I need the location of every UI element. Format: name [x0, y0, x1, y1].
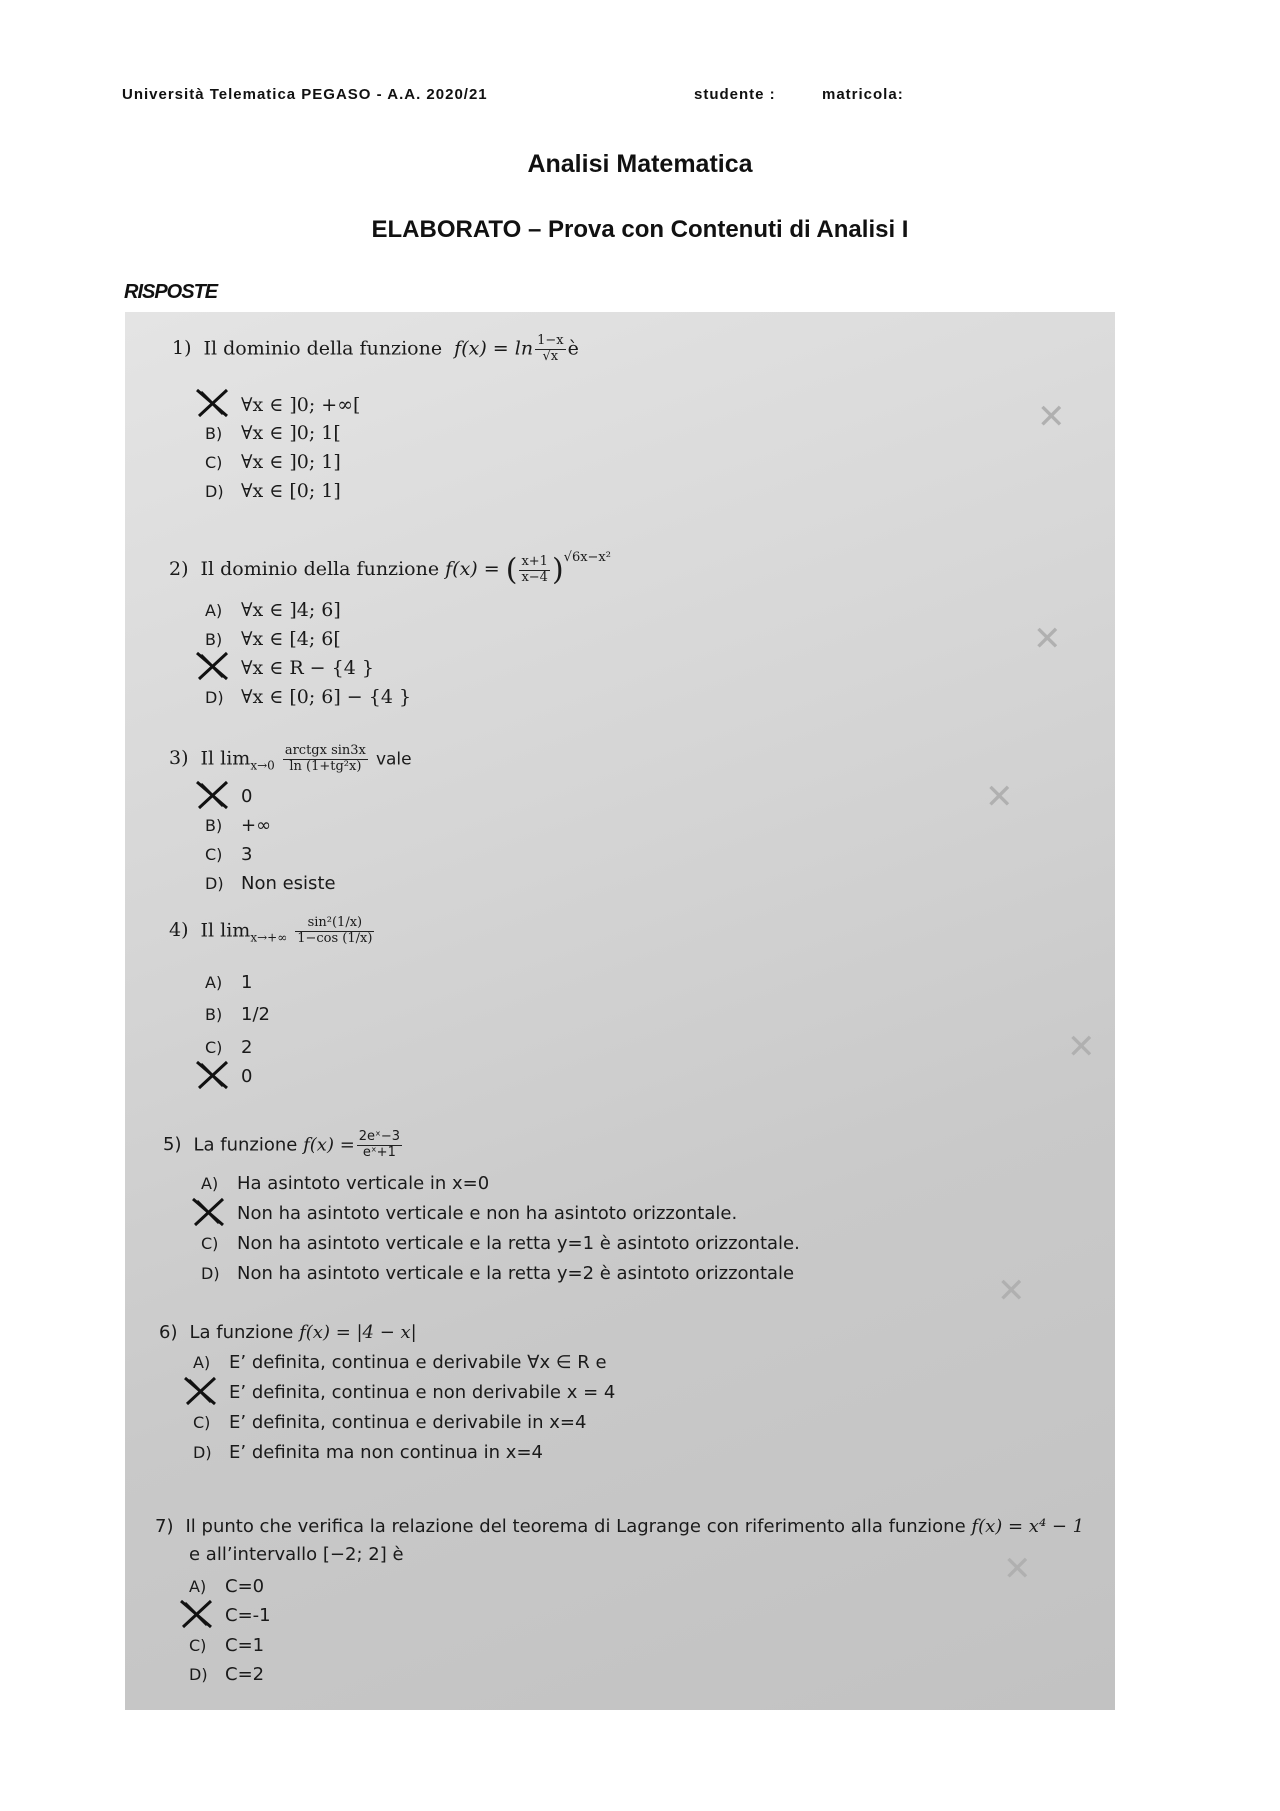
cross-mark-icon — [193, 1058, 233, 1092]
question-stem: 5) La funzione f(x) = $\frac{\text{2eˣ−3}}{\text{eˣ+1}}$ — [163, 1129, 400, 1160]
document-title-text: Analisi Matematica — [527, 150, 753, 178]
university-label: Università Telematica PEGASO - A.A. 2020/21 — [122, 86, 488, 103]
question-stem-line2: e all’intervallo [−2; 2] è — [189, 1544, 404, 1565]
option-d[interactable]: D) Non ha asintoto verticale e la retta y=2 è asintoto orizzontale — [201, 1263, 795, 1284]
document-title — [0, 150, 1280, 179]
option-a[interactable]: A) C=0 — [189, 1576, 265, 1597]
option-c[interactable]: ∀x ∈ R − {4 } — [205, 657, 374, 679]
section-label: RISPOSTE — [124, 281, 218, 303]
fraction: $\frac{\text{arctgx sin3x}}{\text{ln (1+tg²x)}}$ — [284, 743, 366, 774]
document-header — [122, 86, 1162, 110]
cross-mark-icon — [189, 1195, 229, 1229]
ghost-mark-icon: ✕ — [1033, 619, 1062, 659]
fraction: $\frac{\text{2eˣ−3}}{\text{eˣ+1}}$ — [358, 1129, 400, 1160]
option-c[interactable]: C) E’ definita, continua e derivabile in x=4 — [193, 1412, 587, 1433]
option-b[interactable]: E’ definita, continua e non derivabile x = 4 — [193, 1382, 615, 1403]
option-b[interactable]: Non ha asintoto verticale e non ha asintoto orizzontale. — [201, 1203, 737, 1224]
cross-mark-icon — [177, 1597, 217, 1631]
option-b[interactable]: C=-1 — [189, 1605, 271, 1626]
question-stem: 3) Il $\lim_{x\to 0}$ $\frac{\text{arctgx sin3x}}{\text{ln (1+tg²x)}}$ vale — [169, 743, 412, 774]
option-d[interactable]: D) C=2 — [189, 1664, 265, 1685]
option-d[interactable]: D) ∀x ∈ [0; 1] — [205, 480, 341, 502]
option-b[interactable]: B) ∀x ∈ [4; 6[ — [205, 628, 341, 650]
question-stem: 6) La funzione f(x) = |4 − x| — [159, 1322, 417, 1343]
option-d[interactable]: 0 — [205, 1066, 252, 1087]
option-c[interactable]: C) 3 — [205, 844, 253, 865]
option-c[interactable]: C) Non ha asintoto verticale e la retta y=1 è asintoto orizzontale. — [201, 1233, 800, 1254]
cross-mark-icon — [193, 386, 233, 420]
option-c[interactable]: C) ∀x ∈ ]0; 1] — [205, 451, 341, 473]
option-c[interactable]: C) 2 — [205, 1037, 253, 1058]
ghost-mark-icon: ✕ — [1067, 1027, 1096, 1067]
matricola-label: matricola: — [822, 86, 904, 103]
option-c[interactable]: C) C=1 — [189, 1635, 265, 1656]
question-stem: 1) Il dominio della funzione f(x) = ln $\frac{1-x}{√x}$ è — [172, 333, 579, 364]
fraction: $\frac{1-x}{√x}$ — [537, 333, 564, 364]
question-stem: 7) Il punto che verifica la relazione del teorema di Lagrange con riferimento alla funzione f(x) = x⁴ − 1 — [155, 1516, 1085, 1537]
option-a[interactable]: A) Ha asintoto verticale in x=0 — [201, 1173, 490, 1194]
option-a[interactable]: A) ∀x ∈ ]4; 6] — [205, 599, 341, 621]
student-label: studente : — [694, 86, 776, 103]
cross-mark-icon — [193, 778, 233, 812]
question-stem: 4) Il $\lim_{x\to+\infty}$ $\frac{\text{sin²(1/x)}}{1-\cos (1/x)}$ — [169, 915, 373, 946]
option-b[interactable]: B) ∀x ∈ ]0; 1[ — [205, 422, 341, 444]
cross-mark-icon — [193, 649, 233, 683]
option-d[interactable]: D) E’ definita ma non continua in x=4 — [193, 1442, 543, 1463]
document-subtitle: ELABORATO – Prova con Contenuti di Analisi I — [371, 216, 909, 243]
ghost-mark-icon: ✕ — [1003, 1549, 1032, 1589]
ghost-mark-icon: ✕ — [997, 1271, 1026, 1311]
scanned-answer-sheet — [125, 312, 1115, 1710]
option-b[interactable]: B) +∞ — [205, 815, 272, 836]
fraction: $\frac{x+1}{x-4}$ — [521, 553, 548, 585]
question-stem: 2) Il dominio della funzione f(x) = ( $\frac{x+1}{x-4}$ )$^{√6x-x^2}$ — [169, 550, 611, 588]
cross-mark-icon — [181, 1374, 221, 1408]
fraction: $\frac{\text{sin²(1/x)}}{1-\cos (1/x)}$ — [297, 915, 373, 946]
ghost-mark-icon: ✕ — [1037, 397, 1066, 437]
option-d[interactable]: D) ∀x ∈ [0; 6] − {4 } — [205, 686, 412, 708]
option-d[interactable]: D) Non esiste — [205, 873, 336, 894]
option-a[interactable]: A) E’ definita, continua e derivabile ∀x ∈ R e — [193, 1352, 607, 1373]
ghost-mark-icon: ✕ — [985, 777, 1014, 817]
option-b[interactable]: B) 1/2 — [205, 1004, 270, 1025]
option-a[interactable]: ∀x ∈ ]0; +∞[ — [205, 394, 360, 416]
option-a[interactable]: 0 — [205, 786, 252, 807]
option-a[interactable]: A) 1 — [205, 972, 253, 993]
